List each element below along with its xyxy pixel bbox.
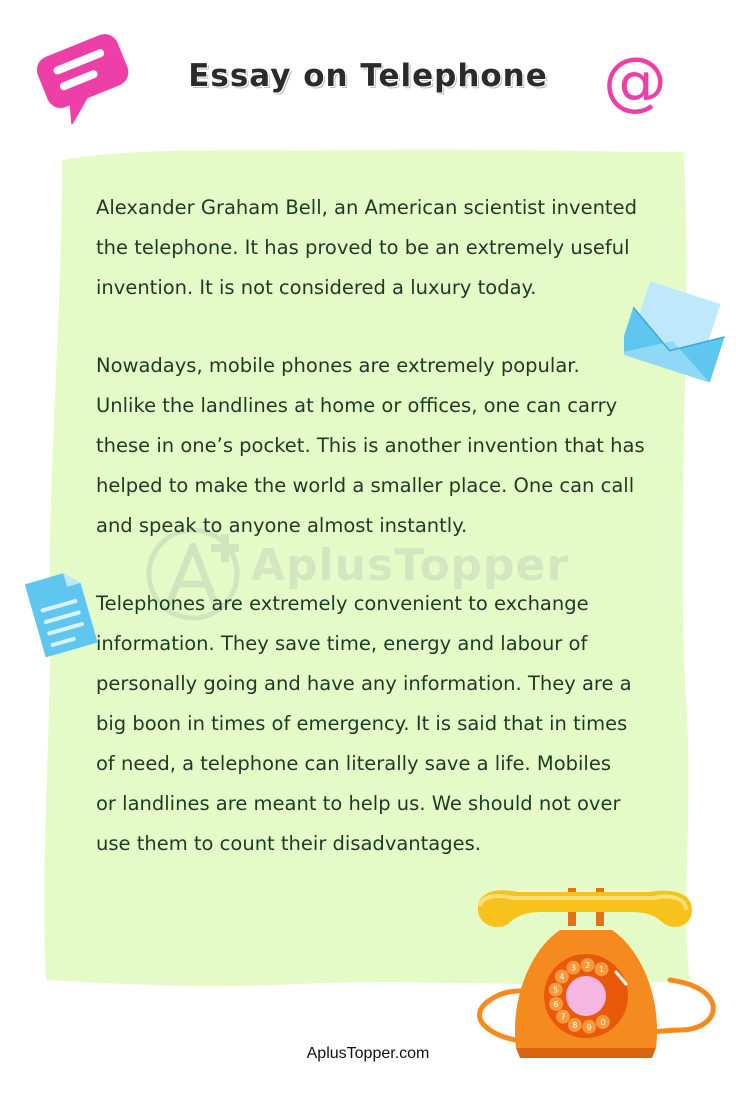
document-icon	[16, 564, 102, 662]
dial-digit: 9	[586, 1022, 592, 1032]
essay-paragraph	[96, 346, 676, 546]
essay-line: Alexander Graham Bell, an American scientist invented	[96, 196, 637, 219]
essay-line: Nowadays, mobile phones are extremely popular.	[96, 354, 580, 377]
essay-line: information. They save time, energy and labour of	[96, 632, 588, 655]
essay-line: helped to make the world a smaller place. One can call	[96, 474, 635, 497]
essay-line: use them to count their disadvantages.	[96, 832, 481, 855]
essay-line: big boon in times of emergency. It is said that in times	[96, 712, 628, 735]
dial-digit: 8	[572, 1020, 578, 1030]
essay-line: the telephone. It has proved to be an extremely useful	[96, 236, 630, 259]
dial-digit: 1	[598, 965, 605, 975]
dial-digit: 4	[559, 972, 565, 982]
essay-paragraph	[96, 188, 676, 308]
dial-digit: 3	[570, 963, 576, 973]
essay-line: or landlines are meant to help us. We should not over	[96, 792, 621, 815]
svg-text:@: @	[603, 50, 667, 114]
essay-line: Telephones are extremely convenient to exchange	[96, 592, 589, 615]
essay-line: these in one’s pocket. This is another invention that has	[96, 434, 645, 457]
rotary-telephone-icon	[430, 880, 736, 1062]
essay-line: invention. It is not considered a luxury today.	[96, 276, 537, 299]
dial-digit: 5	[553, 985, 559, 995]
dial-digit: 2	[585, 961, 591, 970]
dial-digit: 6	[553, 1000, 559, 1009]
essay-body	[96, 188, 676, 902]
essay-line: personally going and have any information. They are a	[96, 672, 632, 695]
essay-line: of need, a telephone can literally save a life. Mobiles	[96, 752, 612, 775]
essay-line: Unlike the landlines at home or offices, one can carry	[96, 394, 618, 417]
watermark-text: AplusTopper	[251, 540, 570, 591]
dial-digit: 7	[560, 1012, 566, 1022]
envelope-icon	[624, 268, 732, 382]
page-title: Essay on Telephone	[188, 58, 548, 94]
footer-site-name: AplusTopper.com	[306, 1045, 430, 1062]
essay-paragraph	[96, 584, 676, 864]
essay-line: and speak to anyone almost instantly.	[96, 514, 468, 537]
dial-digit: 0	[600, 1018, 606, 1027]
